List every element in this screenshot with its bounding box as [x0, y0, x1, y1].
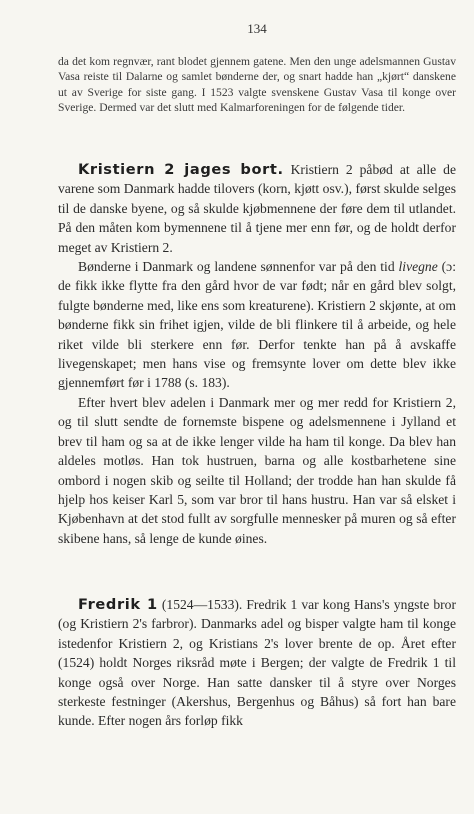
- section-kristiern-paragraph-2-start: Bønderne i Danmark og landene sønnenfor var på den tid: [78, 259, 399, 275]
- section-fredrik-paragraph-1: [58, 595, 456, 731]
- section-fredrik-paragraph-1-text: (1524—1533). Fredrik 1 var kong Hans's yngste bror (og Kristiern 2's farbror). Danmarks adel og bisper valgte ham til konge istedenfor Kristiern 2, og Kristians 2's lover brente de op. Året efter (1524) holdt Norges riksråd møte i Bergen; der valgte de Fredrik 1 til konge også over Norge. Han satte dansker til å styre over Norges sterkeste festninger (Akershus, Bergenhus og Båhus) så fort han bare kunde. Efter nogen års forløp fikk: [58, 597, 456, 729]
- italic-term-livegne: livegne: [398, 259, 438, 275]
- intro-paragraph: da det kom regnvær, rant blodet gjennem gatene. Men den unge adelsmannen Gustav Vasa reiste til Dalarne og samlet bønderne der, og snart hadde han „kjørt“ danskene ut av Sverige for siste gang. I 1523 valgte svenskene Gustav Vasa til konge over Sverige. Dermed var det slutt med Kalmarforeningen for de følgende tider.: [58, 55, 456, 115]
- section-heading-fredrik: Fredrik 1: [78, 596, 158, 613]
- section-fredrik: [58, 595, 456, 731]
- section-kristiern-paragraph-2: [58, 257, 456, 393]
- section-kristiern-paragraph-1-text: Kristiern 2 påbød at alle de varene som Danmark hadde tilovers (korn, kjøtt osv.), først skulde selges til de danske byene, og så skulde kjøbmennene der føre dem til utlandet. På den måten kom bymennene til å tjene mer enn før, og de holdt derfor meget av Kristiern 2.: [58, 162, 456, 255]
- section-kristiern-paragraph-1: [58, 160, 456, 257]
- page-number: 134: [247, 21, 267, 36]
- section-heading-kristiern: Kristiern 2 jages bort.: [78, 161, 284, 178]
- book-page: [58, 0, 456, 814]
- section-kristiern-paragraph-3: Efter hvert blev adelen i Danmark mer og mer redd for Kristiern 2, og til slutt sendte de fornemste bispene og adelsmennene i Jylland et brev til ham og sa at de ikke lenger vilde ha ham til konge. Da blev han aldeles motløs. Han tok hustruen, barna og alle kostbarhetene sine ombord i nogen skib og seilte til Holland; der trodde han han skulde få hjelp hos keiser Karl 5, som var bror til hans hustru. Han var så elsket i Kjøbenhavn at det stod fullt av sorgfulle mennesker på muren og så efter skibene hans, så lenge de kunde øines.: [58, 394, 456, 546]
- section-kristiern: [58, 160, 456, 548]
- intro-block: [58, 54, 456, 116]
- section-kristiern-paragraph-2-rest: (ɔ: de fikk ikke flytte fra den gård hvor de var født; når en gård blev solgt, fulgte bønderne med, like ens som kreaturene). Kristiern 2 skjønte, at om bønderne fikk sin frihet igjen, vilde de bli flinkere til å arbeide, og hele riket vilde bli sterkere enn før. Derfor tenkte han på å avskaffe livegenskapet; men hans vise og fremsynte lover om dette blev ikke gjennemført før i 1788 (s. 183).: [58, 259, 456, 391]
